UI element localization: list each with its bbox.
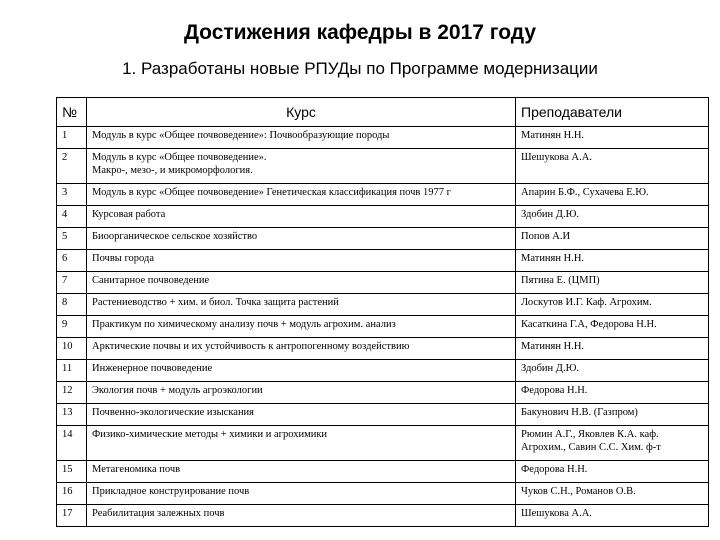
row-number: 3: [57, 184, 87, 206]
table-row: [57, 228, 709, 250]
teacher-cell: [516, 272, 709, 294]
page-title: Достижения кафедры в 2017 году: [183, 21, 537, 44]
teacher-cell: [516, 250, 709, 272]
teacher-text: Федорова Н.Н.: [521, 385, 588, 396]
teacher-cell: [516, 316, 709, 338]
course-cell: [87, 127, 516, 149]
course-text: Курсовая работа: [92, 209, 166, 220]
teacher-text: Пятина Е. (ЦМП): [521, 275, 600, 286]
teacher-cell: [516, 228, 709, 250]
teacher-cell: [516, 505, 709, 527]
row-number: 1: [57, 127, 87, 149]
teacher-cell: [516, 294, 709, 316]
course-text: Растениеводство + хим. и биол. Точка защита растений: [92, 297, 339, 308]
course-text: Прикладное конструирование почв: [92, 486, 250, 497]
header-teachers: Преподаватели: [516, 98, 709, 127]
course-text: Санитарное почвоведение: [92, 275, 210, 286]
course-cell: [87, 184, 516, 206]
course-text: Макро-, мезо-, и микроморфология.: [92, 165, 253, 176]
teacher-cell: [516, 461, 709, 483]
row-number: 13: [57, 404, 87, 426]
teacher-cell: [516, 127, 709, 149]
course-text: Почвенно-экологические изыскания: [92, 407, 255, 418]
course-cell: [87, 505, 516, 527]
course-cell: [87, 149, 516, 184]
table-row: [57, 184, 709, 206]
teacher-cell: [516, 404, 709, 426]
teacher-text: Лоскутов И.Г. Каф. Агрохим.: [521, 297, 652, 308]
course-text: Реабилитация залежных почв: [92, 508, 225, 519]
table-row: [57, 272, 709, 294]
teacher-text: Бакунович Н.В. (Газпром): [521, 407, 638, 418]
table-row: [57, 505, 709, 527]
row-number: 7: [57, 272, 87, 294]
course-cell: [87, 294, 516, 316]
row-number: 17: [57, 505, 87, 527]
course-text: Метагеномика почв: [92, 464, 181, 475]
course-text: Экология почв + модуль агроэкологии: [92, 385, 263, 396]
table-row: [57, 127, 709, 149]
course-text: Биоорганическое сельское хозяйство: [92, 231, 258, 242]
header-number: №: [57, 98, 87, 127]
row-number: 15: [57, 461, 87, 483]
table-header-row: [57, 98, 709, 127]
course-text: Арктические почвы и их устойчивость к антропогенному воздействию: [92, 341, 410, 352]
courses-table: [56, 97, 709, 527]
course-cell: [87, 272, 516, 294]
course-text: Модуль в курс «Общее почвоведение».: [92, 152, 267, 163]
teacher-text: Федорова Н.Н.: [521, 464, 588, 475]
table-row: [57, 426, 709, 461]
course-text: Инженерное почвоведение: [92, 363, 213, 374]
table-row: [57, 149, 709, 184]
teacher-cell: [516, 483, 709, 505]
row-number: 4: [57, 206, 87, 228]
teacher-text: Матинян Н.Н.: [521, 130, 585, 141]
page-subtitle: 1. Разработаны новые РПУДы по Программе модернизации: [122, 59, 598, 78]
table-row: [57, 382, 709, 404]
course-text: Модуль в курс «Общее почвоведение» Генетическая классификация почв 1977 г: [92, 187, 451, 198]
teacher-text: Здобин Д.Ю.: [521, 363, 580, 374]
teacher-cell: [516, 184, 709, 206]
course-text: Почвы города: [92, 253, 154, 264]
teacher-text: Шешукова А.А.: [521, 152, 592, 163]
course-cell: [87, 426, 516, 461]
row-number: 12: [57, 382, 87, 404]
teacher-cell: [516, 360, 709, 382]
row-number: 11: [57, 360, 87, 382]
table-row: [57, 316, 709, 338]
teacher-text: Матинян Н.Н.: [521, 341, 585, 352]
teacher-text: Касаткина Г.А, Федорова Н.Н.: [521, 319, 657, 330]
teacher-text: Рюмин А.Г., Яковлев К.А. каф.: [521, 429, 659, 440]
teacher-text: Матинян Н.Н.: [521, 253, 585, 264]
row-number: 16: [57, 483, 87, 505]
course-cell: [87, 250, 516, 272]
row-number: 8: [57, 294, 87, 316]
header-course: Курс: [87, 98, 516, 127]
course-cell: [87, 360, 516, 382]
table-row: [57, 360, 709, 382]
teacher-text: Апарин Б.Ф., Сухачева Е.Ю.: [521, 187, 649, 198]
row-number: 14: [57, 426, 87, 461]
course-text: Модуль в курс «Общее почвоведение»: Почвообразующие породы: [92, 130, 390, 141]
teacher-cell: [516, 338, 709, 360]
row-number: 6: [57, 250, 87, 272]
table-row: [57, 404, 709, 426]
course-text: Практикум по химическому анализу почв + модуль агрохим. анализ: [92, 319, 396, 330]
teacher-text: Попов А.И: [521, 231, 571, 242]
course-text: Физико-химические методы + химики и агрохимики: [92, 429, 328, 440]
course-cell: [87, 206, 516, 228]
teacher-cell: [516, 382, 709, 404]
table-row: [57, 206, 709, 228]
row-number: 10: [57, 338, 87, 360]
row-number: 5: [57, 228, 87, 250]
course-cell: [87, 316, 516, 338]
teacher-text: Шешукова А.А.: [521, 508, 592, 519]
table-row: [57, 461, 709, 483]
course-cell: [87, 483, 516, 505]
table-row: [57, 250, 709, 272]
course-cell: [87, 382, 516, 404]
table-row: [57, 483, 709, 505]
teacher-cell: [516, 426, 709, 461]
course-cell: [87, 461, 516, 483]
teacher-text: Чуков С.Н., Романов О.В.: [521, 486, 636, 497]
teacher-text: Здобин Д.Ю.: [521, 209, 580, 220]
course-cell: [87, 228, 516, 250]
teacher-cell: [516, 206, 709, 228]
course-cell: [87, 404, 516, 426]
course-cell: [87, 338, 516, 360]
teacher-text: Агрохим., Савин С.С. Хим. ф-т: [521, 442, 661, 453]
row-number: 2: [57, 149, 87, 184]
table-body: [57, 127, 709, 527]
row-number: 9: [57, 316, 87, 338]
table-row: [57, 338, 709, 360]
teacher-cell: [516, 149, 709, 184]
table-row: [57, 294, 709, 316]
